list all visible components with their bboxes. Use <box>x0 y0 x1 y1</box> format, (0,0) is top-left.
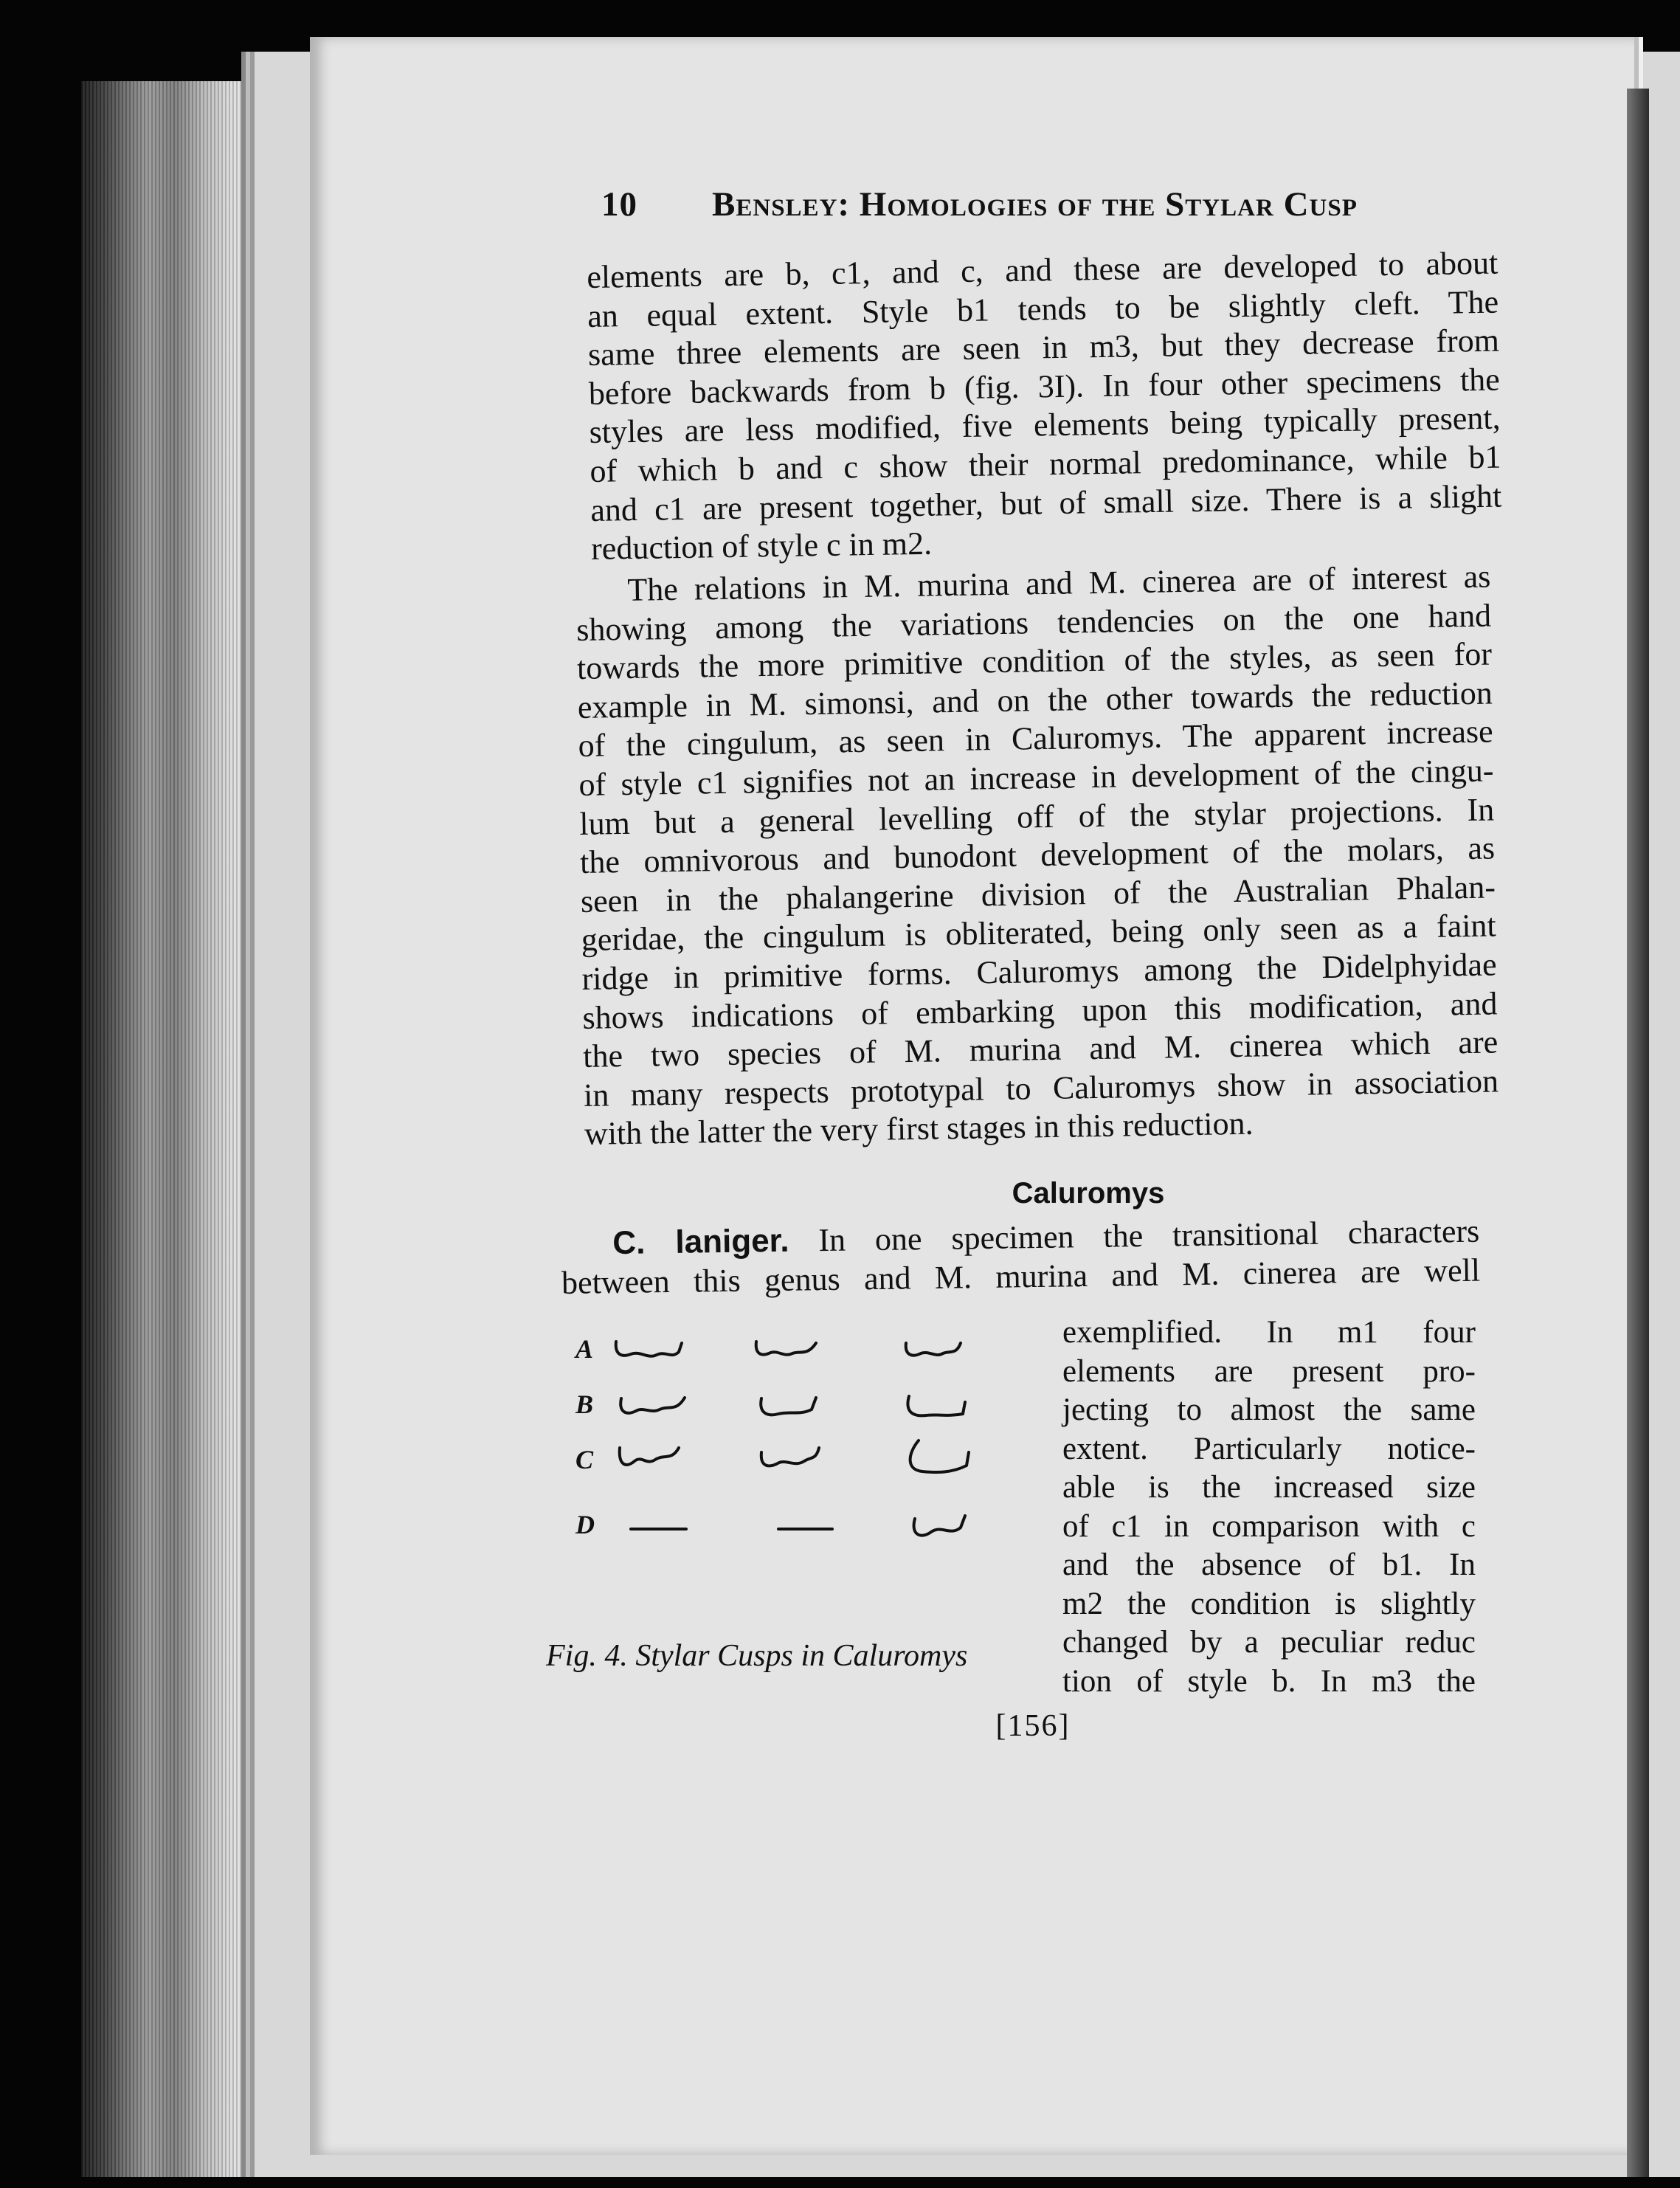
text-line: of the cingulum, as seen in Caluromys. The apparent increase <box>578 713 1493 765</box>
text-line: elements are present pro- <box>1062 1353 1476 1389</box>
paragraph-1 <box>587 244 1502 569</box>
text-line: seen in the phalangerine division of the Australian Phalan- <box>580 869 1496 919</box>
row-label-c: C <box>575 1445 594 1474</box>
text-line: styles are less modified, five elements being typically present, <box>589 399 1501 451</box>
text-line: lum but a general levelling off of the stylar projections. In <box>578 791 1495 842</box>
text-line: towards the more primitive condition of the styles, as seen for <box>576 635 1493 687</box>
text-line: example in M. simonsi, and on the other towards the reduction <box>577 674 1493 725</box>
text-line: reduction of style c in m2. <box>590 525 933 567</box>
paragraph-3 <box>561 1212 1480 1303</box>
text-line: able is the increased size <box>1062 1470 1476 1505</box>
cusp-outline-c2 <box>761 1448 819 1466</box>
paragraph-4 <box>1062 1314 1476 1701</box>
text-line: same three elements are seen in m3, but they decrease from <box>587 322 1500 373</box>
text-line: of style c1 signifies not an increase in development of the cingu- <box>578 752 1494 803</box>
figure-caption: Fig. 4. Stylar Cusps in Caluromys <box>546 1639 968 1673</box>
folio-number: [156] <box>995 1709 1071 1743</box>
text-line: and c1 are present together, but of small size. There is a slight <box>590 477 1502 528</box>
row-label-a: A <box>575 1334 594 1364</box>
text-line: shows indications of embarking upon this modification, and <box>582 984 1498 1036</box>
text-line: changed by a peculiar reduc <box>1062 1625 1476 1660</box>
cusp-outline-c1 <box>620 1448 679 1465</box>
cusp-outline-c3 <box>910 1440 969 1472</box>
figure-stylar-cusps <box>561 1321 1048 1594</box>
text-line: jecting to almost the same <box>1062 1392 1476 1427</box>
text-line: of c1 in comparison with c <box>1062 1508 1476 1544</box>
section-heading: Caluromys <box>1012 1177 1165 1209</box>
text-line: of which b and c show their normal predominance, while b1 <box>590 438 1501 489</box>
running-head <box>601 184 1524 229</box>
cusp-outline-d3 <box>914 1516 965 1536</box>
cusp-outline-a3 <box>906 1343 961 1356</box>
text-line: between this genus and M. murina and M. cinerea are well <box>561 1252 1481 1301</box>
text-line: the omnivorous and bunodont development of the molars, as <box>579 829 1496 881</box>
text-line: an equal extent. Style b1 tends to be slightly cleft. The <box>587 283 1499 334</box>
page-number: 10 <box>601 185 637 224</box>
text-line: geridae, the cingulum is obliterated, being only seen as a faint <box>581 907 1497 959</box>
text-line: in many respects prototypal to Caluromys show in association <box>583 1063 1499 1114</box>
figure-drawing <box>561 1321 1048 1594</box>
text-line: with the latter the very first stages in this reduction. <box>584 1105 1254 1153</box>
paragraph-2 <box>575 558 1499 1154</box>
species-name: C. laniger. <box>612 1222 789 1262</box>
text-line: The relations in M. murina and M. cinerea are of interest as <box>627 558 1491 608</box>
text-line: showing among the variations tendencies on the one hand <box>575 597 1492 648</box>
text-line: ridge in primitive forms. Caluromys among the Didelphyidae <box>581 946 1497 997</box>
text-line: extent. Particularly notice- <box>1062 1431 1476 1466</box>
text-line: before backwards from b (fig. 3I). In four other specimens the <box>588 361 1501 412</box>
cusp-outline-b2 <box>761 1398 816 1415</box>
cusp-outline-b3 <box>908 1396 965 1415</box>
running-title: Bensley: Homologies of the Stylar Cusp <box>712 185 1358 224</box>
cusp-outline-a1 <box>616 1342 682 1356</box>
page-right-shadow <box>1627 89 1649 2177</box>
text-line: m2 the condition is slightly <box>1062 1586 1476 1621</box>
cusp-outline-a2 <box>756 1342 816 1355</box>
text-line: tion of style b. In m3 the <box>1062 1663 1476 1699</box>
text-line: elements are b, c1, and c, and these are developed to about <box>587 244 1498 295</box>
row-label-b: B <box>575 1390 594 1419</box>
text-fragment: In one specimen the transitional characters <box>818 1212 1480 1259</box>
book-page-edges <box>81 81 251 2177</box>
text-line: and the absence of b1. In <box>1062 1547 1476 1582</box>
text-line: the two species of M. murina and M. cinerea which are <box>582 1024 1498 1075</box>
cusp-outline-b1 <box>621 1398 685 1413</box>
text-line: exemplified. In m1 four <box>1062 1315 1476 1350</box>
row-label-d: D <box>575 1510 595 1539</box>
